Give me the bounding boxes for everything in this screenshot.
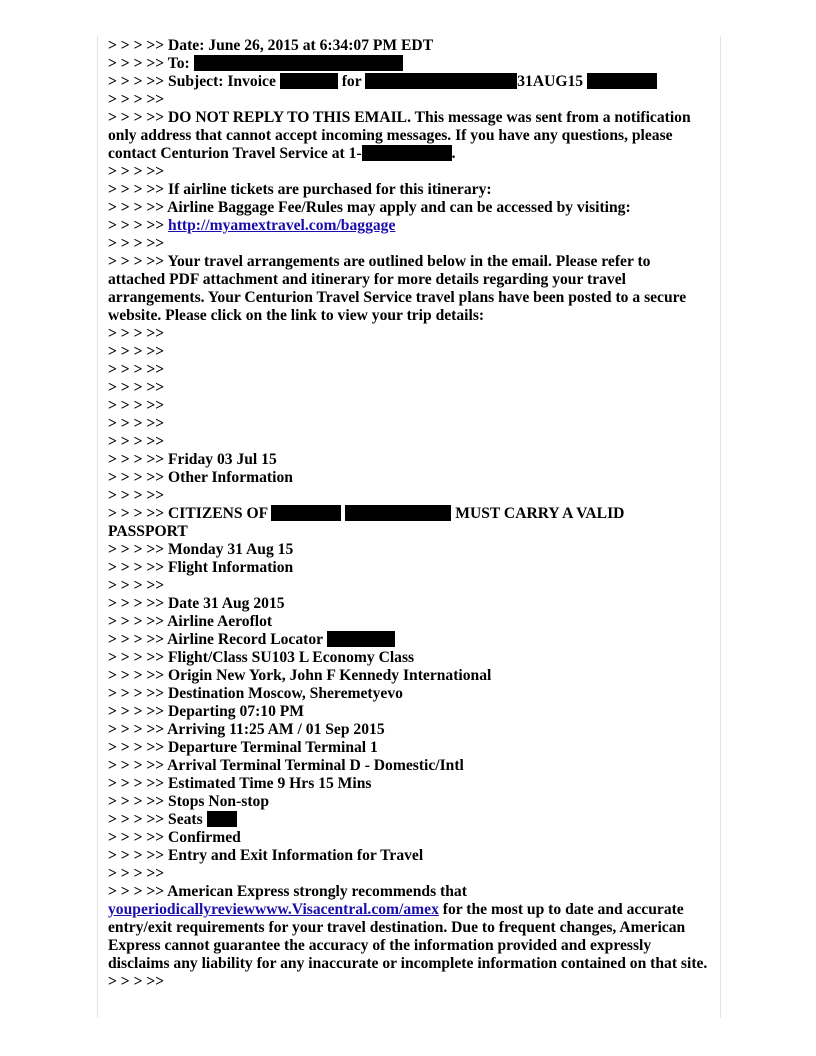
redacted-invoice-number (280, 73, 338, 89)
flight-class: Flight/Class SU103 L Economy Class (168, 649, 415, 666)
quote-prefix: > > > >> (108, 415, 165, 432)
quote-prefix: > > > >> (108, 487, 165, 504)
departure-terminal-line (108, 739, 708, 757)
flight-departing-line (108, 703, 708, 721)
header-to-line (108, 55, 708, 73)
flight-destination-line (108, 685, 708, 703)
quote-prefix: > > > >> (108, 397, 165, 414)
quote-prefix: > > > >> (108, 649, 165, 666)
quote-prefix: > > > >> (108, 91, 165, 108)
quote-prefix: > > > >> (108, 883, 165, 900)
stops: Stops Non-stop (168, 793, 269, 810)
arrangements-text: Your travel arrangements are outlined below in the email. Please refer to attached PDF attachment and itinerary for more details regarding your travel arrangements. Your Centurion Travel Service travel plans have been posted to a secure website. Please click on the link to view your trip details: (108, 253, 687, 324)
redacted-country-2 (345, 505, 451, 521)
baggage-link[interactable]: http://myamextravel.com/baggage (168, 217, 396, 234)
flight-destination: Destination Moscow, Sheremetyevo (168, 685, 403, 702)
header-date: Date: June 26, 2015 at 6:34:07 PM EDT (168, 37, 434, 54)
blank-quote-line (108, 343, 708, 361)
flight-date: Date 31 Aug 2015 (168, 595, 285, 612)
seats-line (108, 811, 708, 829)
subject-for-label: for (341, 73, 362, 90)
quote-prefix: > > > >> (108, 469, 165, 486)
quote-prefix: > > > >> (108, 199, 165, 216)
flight-class-line (108, 649, 708, 667)
email-document (108, 37, 708, 991)
blank-quote-line (108, 487, 708, 505)
blank-quote-line (108, 577, 708, 595)
blank-quote-line (108, 433, 708, 451)
estimated-time: Estimated Time 9 Hrs 15 Mins (168, 775, 372, 792)
notice-end: . (451, 145, 456, 162)
quote-prefix: > > > >> (108, 451, 165, 468)
quote-prefix: > > > >> (108, 721, 165, 738)
blank-quote-line (108, 361, 708, 379)
quote-prefix: > > > >> (108, 541, 165, 558)
quote-prefix: > > > >> (108, 667, 165, 684)
blank-quote-line (108, 325, 708, 343)
quote-prefix: > > > >> (108, 109, 165, 126)
flight-origin-line (108, 667, 708, 685)
flight-date-line (108, 595, 708, 613)
header-to-label: To: (167, 55, 190, 72)
baggage-link-line (108, 217, 708, 235)
entry-paragraph (108, 901, 708, 973)
stops-line (108, 793, 708, 811)
redacted-traveler-name (365, 73, 517, 89)
quote-prefix: > > > >> (108, 163, 165, 180)
flight-departing: Departing 07:10 PM (168, 703, 305, 720)
blank-quote-line (108, 379, 708, 397)
flight-locator-line (108, 631, 708, 649)
quote-prefix: > > > >> (108, 793, 165, 810)
baggage-line-2 (108, 199, 708, 217)
quote-prefix: > > > >> (108, 325, 165, 342)
quote-prefix: > > > >> (108, 505, 165, 522)
redacted-record-locator (327, 631, 395, 647)
baggage-line-1 (108, 181, 708, 199)
quote-prefix: > > > >> (108, 973, 165, 990)
other-date: Friday 03 Jul 15 (168, 451, 277, 468)
quote-prefix: > > > >> (108, 829, 165, 846)
quote-prefix: > > > >> (108, 181, 165, 198)
other-title-line (108, 469, 708, 487)
quote-prefix: > > > >> (108, 559, 165, 576)
citizens-label: CITIZENS OF (168, 505, 268, 522)
arrival-terminal-line (108, 757, 708, 775)
quote-prefix: > > > >> (108, 739, 165, 756)
passport-notice (108, 505, 708, 541)
quote-prefix: > > > >> (108, 217, 165, 234)
quote-prefix: > > > >> (108, 55, 165, 72)
quote-prefix: > > > >> (108, 685, 165, 702)
other-date-line (108, 451, 708, 469)
entry-intro: American Express strongly recommends that (167, 883, 467, 900)
quote-prefix: > > > >> (108, 37, 165, 54)
quote-prefix: > > > >> (108, 379, 165, 396)
passport-text: MUST CARRY A VALID PASSPORT (108, 505, 625, 540)
quote-prefix: > > > >> (108, 577, 165, 594)
quote-prefix: > > > >> (108, 235, 165, 252)
quote-prefix: > > > >> (108, 433, 165, 450)
quote-prefix: > > > >> (108, 613, 165, 630)
quote-prefix: > > > >> (108, 595, 165, 612)
redacted-seat (207, 811, 237, 827)
subject-date: 31AUG15 (517, 73, 584, 90)
confirmed-status: Confirmed (168, 829, 241, 846)
visacentral-link[interactable]: youperiodicallyreviewwww.Visacentral.com/amex (108, 901, 439, 918)
confirmed-line (108, 829, 708, 847)
redacted-recipient (194, 55, 403, 71)
blank-quote-line (108, 397, 708, 415)
header-date-line (108, 37, 708, 55)
arrival-terminal: Arrival Terminal Terminal D - Domestic/Intl (167, 757, 464, 774)
no-reply-notice (108, 109, 708, 163)
flight-title: Flight Information (168, 559, 294, 576)
flight-title-line (108, 559, 708, 577)
flight-arriving-line (108, 721, 708, 739)
quote-prefix: > > > >> (108, 811, 165, 828)
redacted-subject-tail (587, 73, 657, 89)
blank-quote-line (108, 865, 708, 883)
baggage-text-1: If airline tickets are purchased for this itinerary: (168, 181, 492, 198)
entry-text: for the most up to date and accurate entry/exit requirements for your travel destination. Due to frequent changes, American Express cannot guarantee the accuracy of the information provided and expressly disclaims any liability for any inaccurate or incomplete information contained on that site. (108, 901, 708, 972)
header-subject-line (108, 73, 708, 91)
quote-prefix: > > > >> (108, 361, 165, 378)
other-title: Other Information (168, 469, 293, 486)
blank-quote-line (108, 91, 708, 109)
quote-prefix: > > > >> (108, 775, 165, 792)
notice-text: DO NOT REPLY TO THIS EMAIL. This message was sent from a notification only address that cannot accept incoming messages. If you have any questions, please contact Centurion Travel Service at 1- (108, 109, 691, 162)
quote-prefix: > > > >> (108, 343, 165, 360)
quote-prefix: > > > >> (108, 253, 165, 270)
blank-quote-line (108, 235, 708, 253)
quote-prefix: > > > >> (108, 703, 165, 720)
quote-prefix: > > > >> (108, 73, 165, 90)
blank-quote-line (108, 973, 708, 991)
departure-terminal: Departure Terminal Terminal 1 (168, 739, 378, 756)
flight-airline: Airline Aeroflot (167, 613, 273, 630)
entry-title: Entry and Exit Information for Travel (168, 847, 424, 864)
flight-airline-line (108, 613, 708, 631)
seats-label: Seats (168, 811, 203, 828)
flight-origin: Origin New York, John F Kennedy International (168, 667, 492, 684)
entry-intro-line (108, 883, 708, 901)
quote-prefix: > > > >> (108, 865, 165, 882)
quote-prefix: > > > >> (108, 757, 165, 774)
quote-prefix: > > > >> (108, 631, 165, 648)
flight-day-line (108, 541, 708, 559)
flight-arriving: Arriving 11:25 AM / 01 Sep 2015 (167, 721, 385, 738)
flight-day: Monday 31 Aug 15 (168, 541, 294, 558)
redacted-country-1 (271, 505, 341, 521)
blank-quote-line (108, 163, 708, 181)
subject-invoice-label: Subject: Invoice (168, 73, 276, 90)
quote-prefix: > > > >> (108, 847, 165, 864)
entry-title-line (108, 847, 708, 865)
redacted-phone-number (362, 145, 452, 161)
arrangements-paragraph (108, 253, 708, 325)
blank-quote-line (108, 415, 708, 433)
baggage-text-2: Airline Baggage Fee/Rules may apply and can be accessed by visiting: (167, 199, 631, 216)
estimated-time-line (108, 775, 708, 793)
flight-locator-label: Airline Record Locator (167, 631, 323, 648)
